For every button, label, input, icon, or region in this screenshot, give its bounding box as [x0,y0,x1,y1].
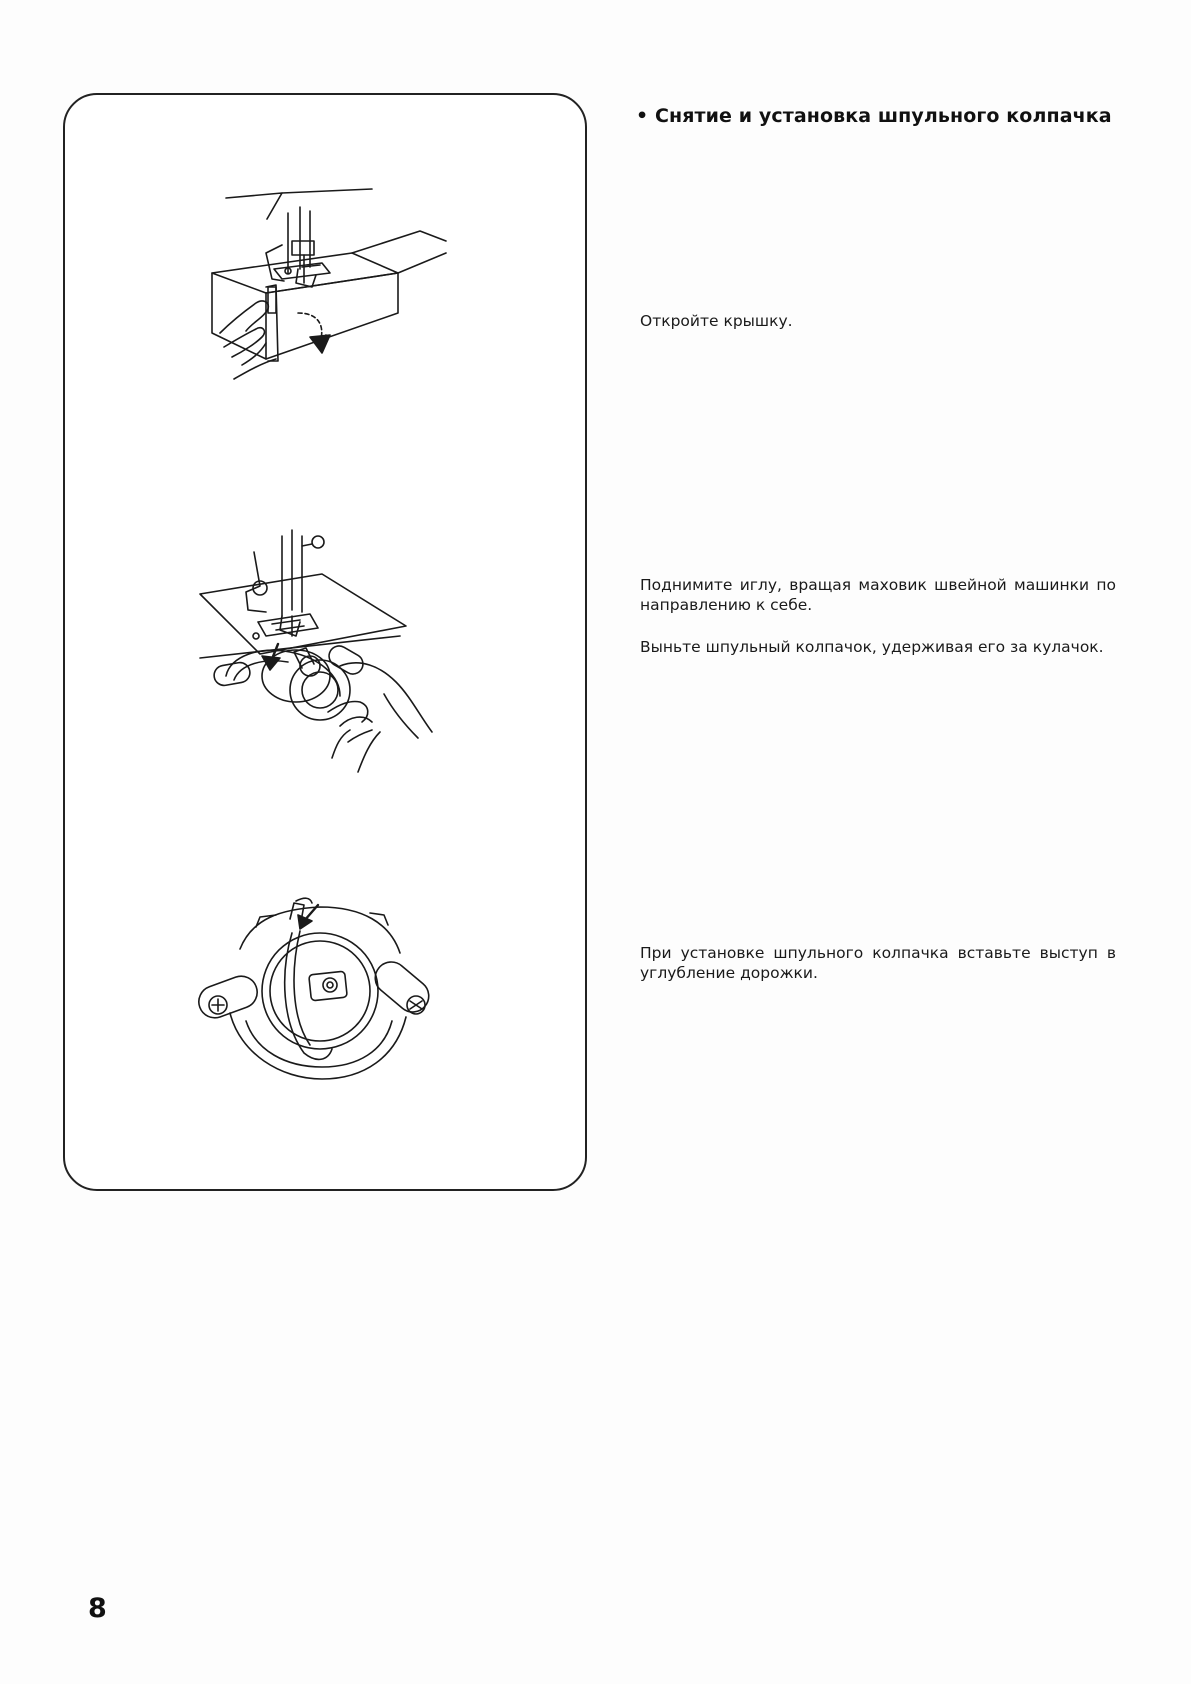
section-title: • Снятие и установка шпульного колпачка [636,105,1112,127]
remove-bobbin-case-illustration [200,526,460,796]
page-number: 8 [88,1593,107,1624]
step-raise-needle-text: Поднимите иглу, вращая маховик швейной машинки по направлению к себе. [640,576,1116,614]
step-remove-bobbin-case-text: Выньте шпульный колпачок, удерживая его за кулачок. [640,638,1104,656]
step-insert-bobbin-case-text: При установке шпульного колпачка вставьте выступ в углубление дорожки. [640,944,1116,982]
step-open-cover-text: Откройте крышку. [640,312,793,330]
open-cover-illustration [212,183,446,393]
insert-bobbin-case-illustration [200,893,450,1093]
